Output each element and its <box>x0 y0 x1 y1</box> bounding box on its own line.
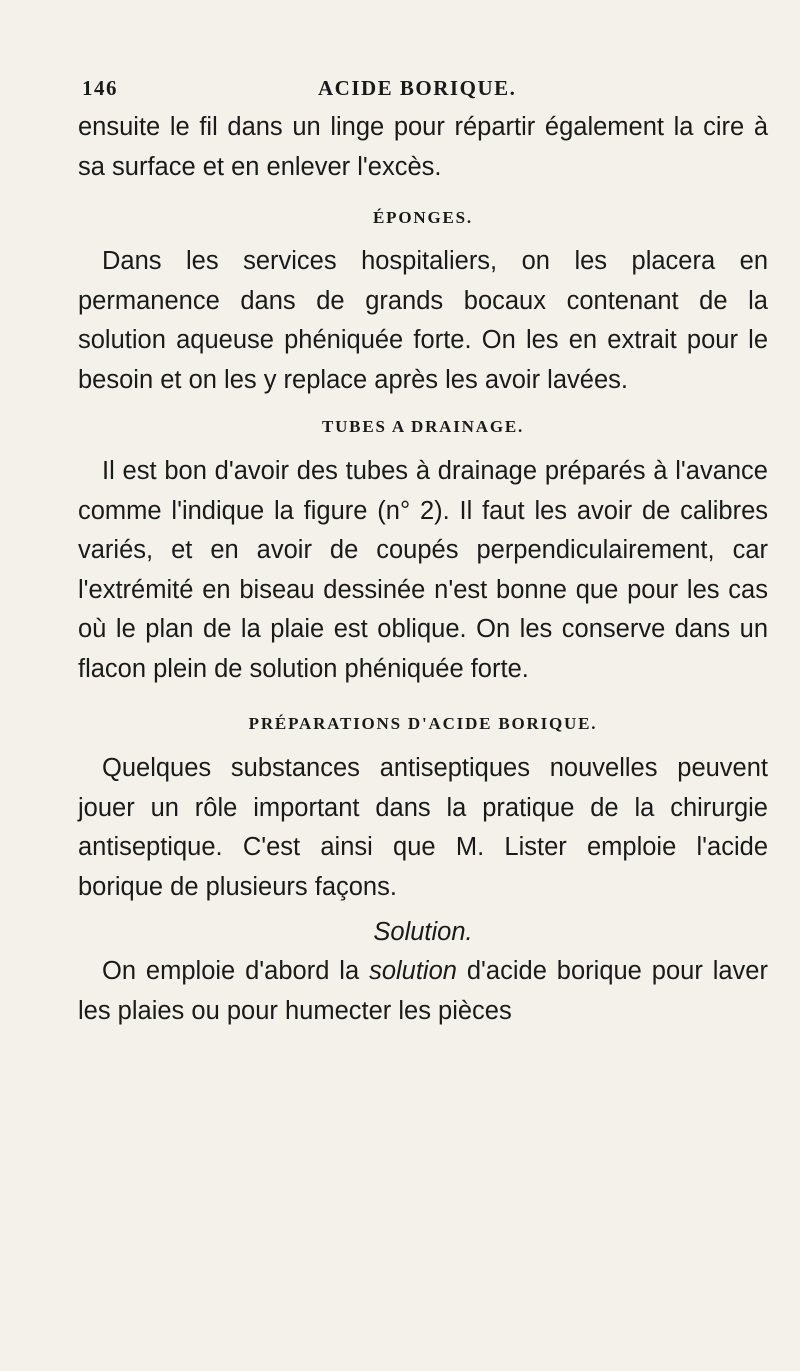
subsection-heading-solution: Solution. <box>373 918 473 946</box>
paragraph-eponges: Dans les services hospitaliers, on les placera en permanence dans de grands bocaux contenant de la solution aqueuse phéniquée forte. On les en extrait pour le besoin et on les y replace après les avoir lavées. <box>78 247 768 394</box>
section-heading-preparations: PRÉPARATIONS D'ACIDE BORIQUE. <box>248 714 598 733</box>
running-head <box>78 74 768 108</box>
page-number: 146 <box>82 76 118 100</box>
running-title: ACIDE BORIQUE. <box>318 76 517 100</box>
paragraph-preparations: Quelques substances antiseptiques nouvelles peuvent jouer un rôle important dans la pratique de la chirurgie antiseptique. C'est ainsi que M. Lister emploie l'acide borique de plusieurs façons. <box>78 754 768 901</box>
paragraph-solution: On emploie d'abord la solution d'acide borique pour laver les plaies ou pour humecter les pièces <box>78 957 768 1025</box>
paragraph-tubes: Il est bon d'avoir des tubes à drainage préparés à l'avance comme l'indique la figure (n° 2). Il faut les avoir de calibres variés, et en avoir de coupés perpendiculairement, car l'extrémité en biseau dessinée n'est bonne que pour les cas où le plan de la plaie est oblique. On les conserve dans un flacon plein de solution phéniquée forte. <box>78 457 768 683</box>
italic-term: solution <box>369 957 457 985</box>
book-page <box>78 74 768 1031</box>
section-heading-eponges: ÉPONGES. <box>373 208 473 227</box>
continuation-paragraph: ensuite le fil dans un linge pour répartir également la cire à sa surface et en enlever l'excès. <box>78 113 768 181</box>
section-heading-tubes: TUBES A DRAINAGE. <box>321 417 525 436</box>
